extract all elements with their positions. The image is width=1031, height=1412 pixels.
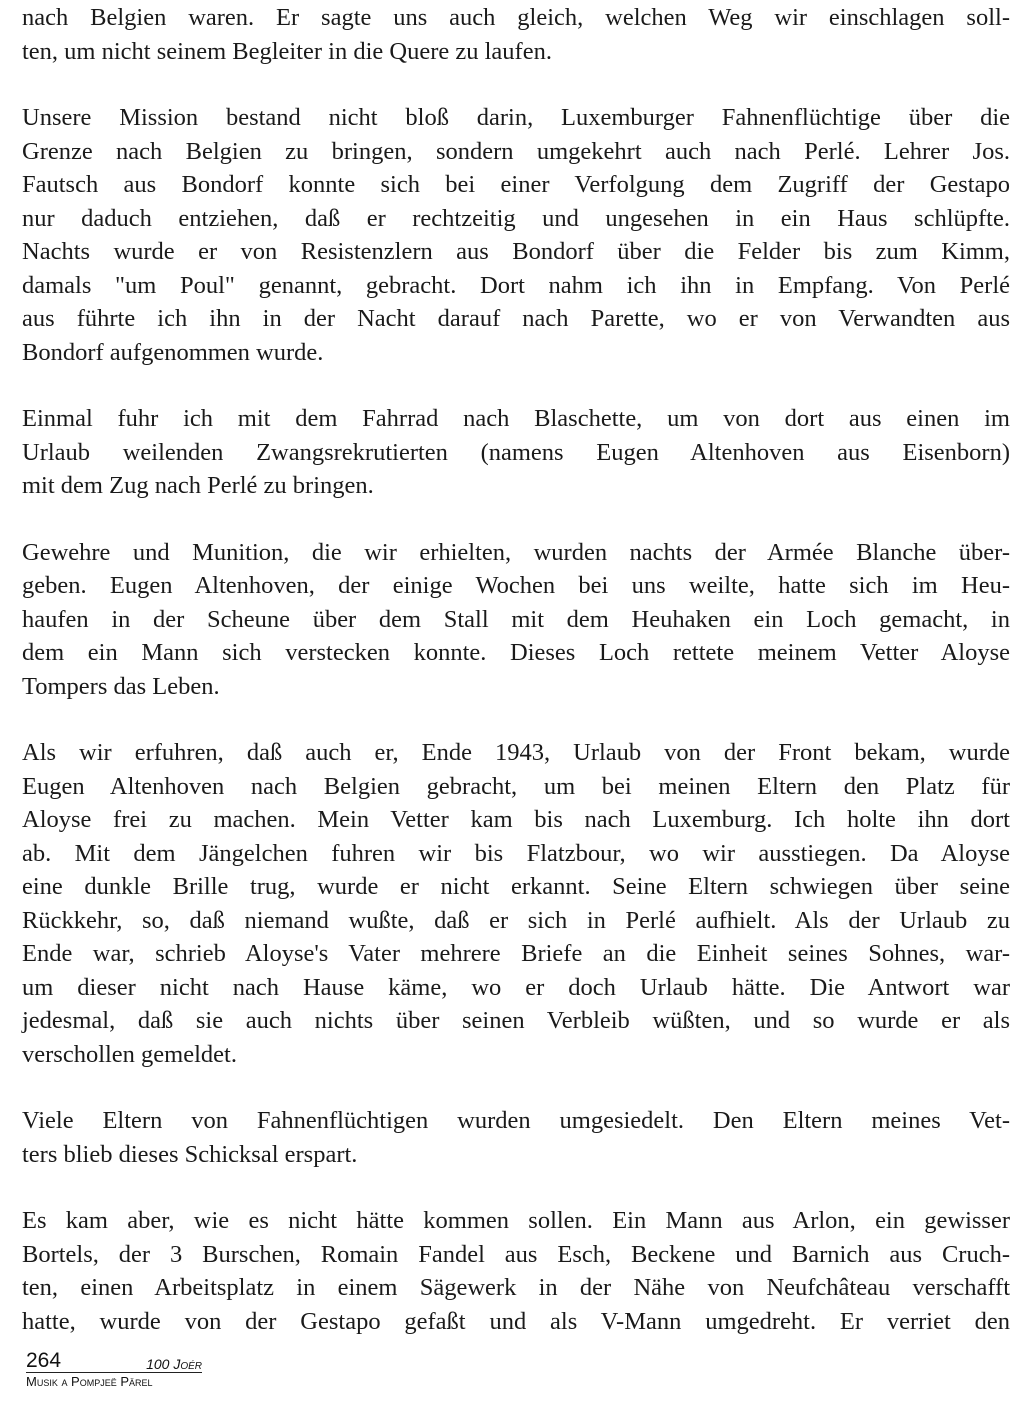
text-line: haufen in der Scheune über dem Stall mit dem Heuhaken ein Loch gemacht, in [22, 605, 1010, 633]
paragraph [22, 736, 1010, 1071]
text-line: um dieser nicht nach Hause käme, wo er doch Urlaub hätte. Die Antwort war [22, 973, 1010, 1001]
page-number: 264 [26, 1349, 62, 1372]
text-line: nur daduch entziehen, daß er rechtzeitig und ungesehen in ein Haus schlüpfte. [22, 204, 1010, 232]
text-line: dem ein Mann sich verstecken konnte. Dieses Loch rettete meinem Vetter Aloyse [22, 639, 1010, 666]
text-line: geben. Eugen Altenhoven, der einige Wochen bei uns weilte, hatte sich im Heu- [22, 572, 1010, 599]
paragraph [22, 1, 1010, 68]
text-line: Es kam aber, wie es nicht hätte kommen sollen. Ein Mann aus Arlon, ein gewisser [22, 1207, 1010, 1234]
paragraph [22, 1204, 1010, 1338]
body-text [22, 1, 1010, 1371]
text-line: Gewehre und Munition, die wir erhielten, wurden nachts der Armée Blanche über- [22, 538, 1010, 566]
text-line: verschollen gemeldet. [22, 1040, 237, 1068]
footer-rule [26, 1350, 202, 1373]
text-line: hatte, wurde von der Gestapo gefaßt und als V-Mann umgedreht. Er verriet den [22, 1307, 1010, 1335]
text-line: Grenze nach Belgien zu bringen, sondern umgekehrt auch nach Perlé. Lehrer Jos. [22, 137, 1010, 165]
text-line: Bondorf aufgenommen wurde. [22, 338, 324, 366]
paragraph [22, 1104, 1010, 1171]
text-line: Als wir erfuhren, daß auch er, Ende 1943, Urlaub von der Front bekam, wurde [22, 739, 1010, 766]
paragraph [22, 536, 1010, 704]
text-line: Fautsch aus Bondorf konnte sich bei einer Verfolgung dem Zugriff der Gestapo [22, 171, 1010, 198]
text-line: Einmal fuhr ich mit dem Fahrrad nach Blaschette, um von dort aus einen im [22, 405, 1010, 432]
text-line: jedesmal, daß sie auch nichts über seinen Verbleib wüßten, und so wurde er als [22, 1007, 1010, 1034]
text-line: Tompers das Leben. [22, 672, 220, 700]
paragraph [22, 402, 1010, 503]
text-line: ten, einen Arbeitsplatz in einem Sägewerk in der Nähe von Neufchâteau verschafft [22, 1274, 1010, 1301]
text-line: aus führte ich ihn in der Nacht darauf nach Parette, wo er von Verwandten aus [22, 305, 1010, 332]
text-line: nach Belgien waren. Er sagte uns auch gleich, welchen Weg wir einschlagen soll- [22, 4, 1010, 31]
text-line: Nachts wurde er von Resistenzlern aus Bondorf über die Felder bis zum Kimm, [22, 238, 1010, 265]
text-line: Ende war, schrieb Aloyse's Vater mehrere Briefe an die Einheit seines Sohnes, war- [22, 940, 1010, 967]
text-line: Rückkehr, so, daß niemand wußte, daß er sich in Perlé aufhielt. Als der Urlaub zu [22, 906, 1010, 934]
text-line: Unsere Mission bestand nicht bloß darin, Luxemburger Fahnenflüchtige über die [22, 104, 1010, 131]
text-line: Viele Eltern von Fahnenflüchtigen wurden umgesiedelt. Den Eltern meines Vet- [22, 1107, 1010, 1134]
text-line: Eugen Altenhoven nach Belgien gebracht, um bei meinen Eltern den Platz für [22, 772, 1010, 800]
text-line: damals "um Poul" genannt, gebracht. Dort nahm ich ihn in Empfang. Von Perlé [22, 271, 1010, 299]
text-line: mit dem Zug nach Perlé zu bringen. [22, 472, 374, 499]
text-line: eine dunkle Brille trug, wurde er nicht erkannt. Seine Eltern schwiegen über seine [22, 873, 1010, 900]
series-title: Musik a Pompjeë Pärel [26, 1374, 153, 1389]
text-line: Bortels, der 3 Burschen, Romain Fandel aus Esch, Beckene und Barnich aus Cruch- [22, 1240, 1010, 1268]
text-line: Aloyse frei zu machen. Mein Vetter kam bis nach Luxemburg. Ich holte ihn dort [22, 806, 1010, 833]
text-line: ab. Mit dem Jängelchen fuhren wir bis Flatzbour, wo wir ausstiegen. Da Aloyse [22, 839, 1010, 867]
paragraph [22, 101, 1010, 369]
text-line: ters blieb dieses Schicksal erspart. [22, 1140, 358, 1168]
text-line: ten, um nicht seinem Begleiter in die Quere zu laufen. [22, 37, 552, 65]
text-line: Urlaub weilenden Zwangsrekrutierten (namens Eugen Altenhoven aus Eisenborn) [22, 438, 1010, 466]
book-title: 100 Joér [146, 1356, 202, 1372]
page-footer [26, 1350, 202, 1390]
